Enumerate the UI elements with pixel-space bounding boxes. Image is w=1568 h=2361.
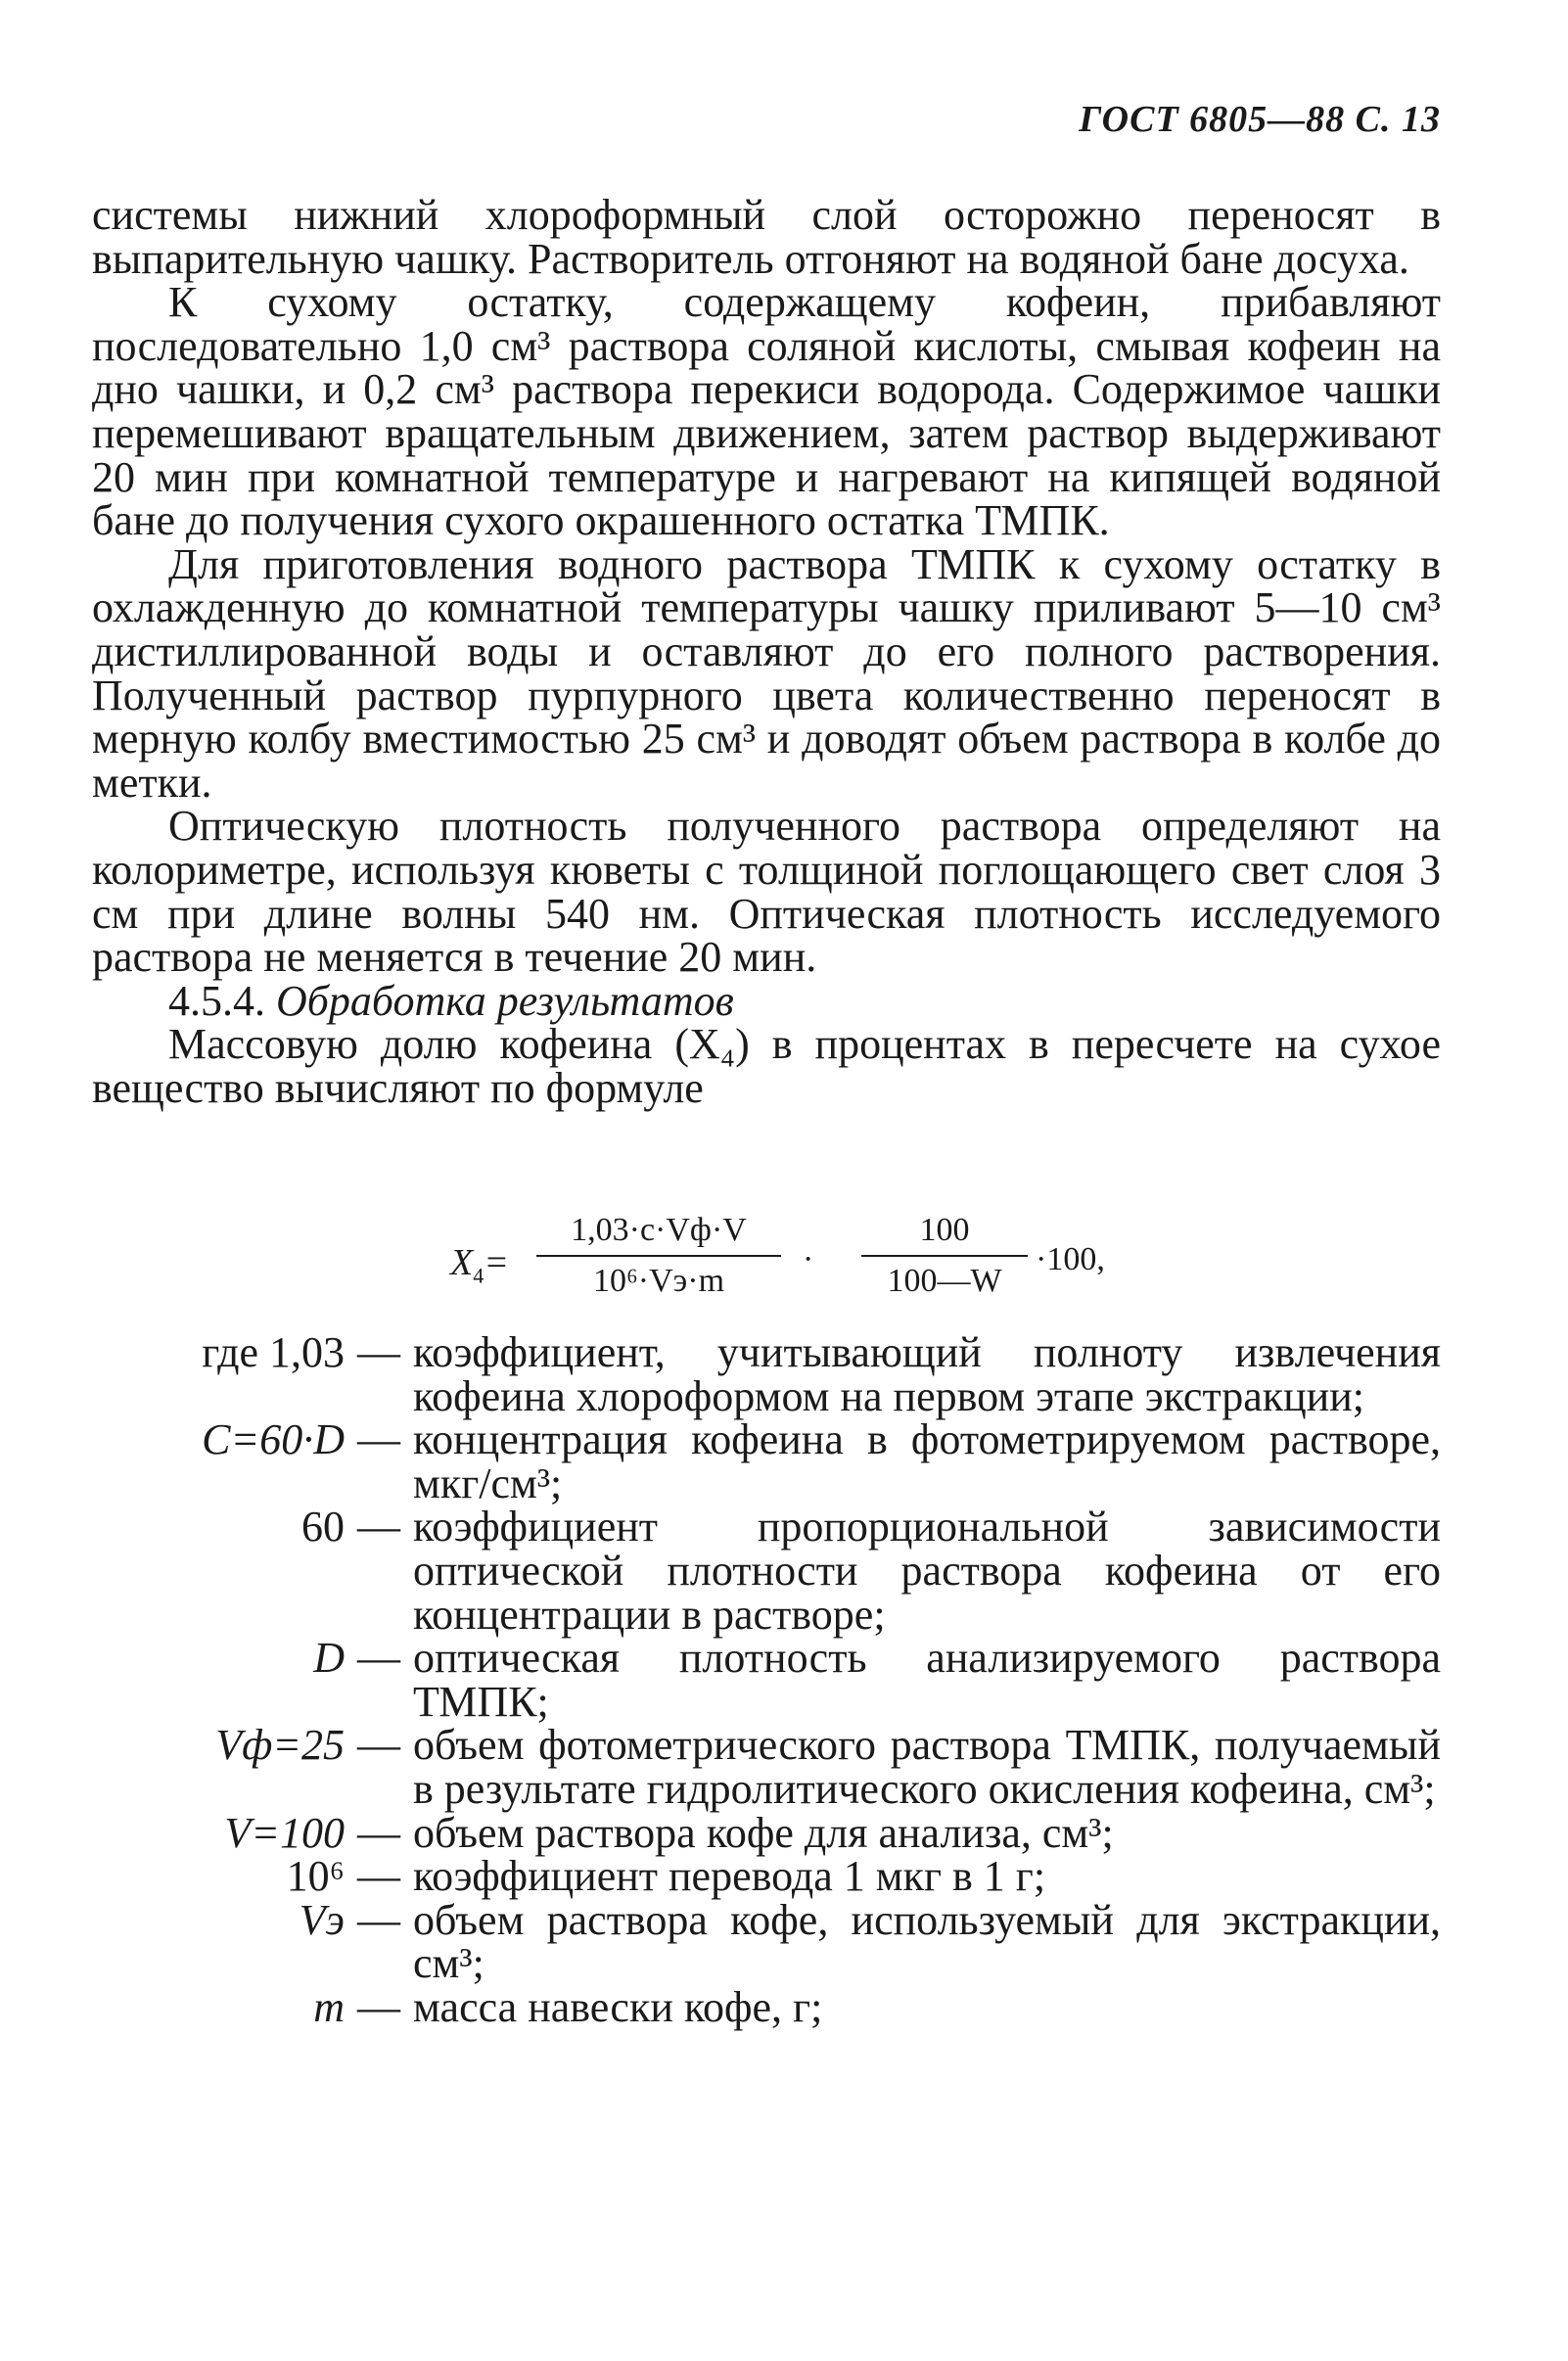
- definition-text: оптическая плотность анализируемого раствора ТМПК;: [413, 1634, 1441, 1726]
- section-title: Обработка результатов: [276, 976, 734, 1025]
- definition-text: коэффициент пропорциональной зависимости оптической плотности раствора кофеина от его концентрации в растворе;: [413, 1503, 1441, 1639]
- fraction-2-denominator: 100—W: [887, 1263, 1002, 1299]
- definition-row: [69, 1982, 1441, 2031]
- definition-dash: —: [357, 1634, 400, 1683]
- definition-symbol: C=60·D: [202, 1415, 345, 1464]
- paragraph-continuation: системы нижний хлороформный слой осторожно переносят в выпарительную чашку. Растворитель отгоняют на водяной бане досуха.: [92, 191, 1441, 283]
- definition-text: объем раствора кофе, используемый для экстракции, см³;: [413, 1895, 1441, 1988]
- definition-symbol: Vф=25: [215, 1721, 345, 1770]
- definition-symbol: D: [313, 1634, 345, 1683]
- formula-lhs: $X_4=$: [450, 1242, 509, 1288]
- definition-symbol: m: [313, 1982, 345, 2031]
- definition-text: коэффициент перевода 1 мкг в 1 г;: [413, 1852, 1046, 1901]
- definition-text: концентрация кофеина в фотометрируемом растворе, мкг/см³;: [413, 1415, 1441, 1507]
- definition-row: [69, 1415, 1441, 1507]
- definition-row: [69, 1505, 1441, 1637]
- paragraph: К сухому остатку, содержащему кофеин, прибавляют последовательно 1,0 см³ раствора соляной кислоты, смывая кофеин на дно чашки, и 0,2 см³ раствора перекиси водорода. Содержимое чашки перемешивают вращательным движением, затем раствор выдерживают 20 мин при комнатной температуре и нагревают на кипящей водяной бане до получения сухого окрашенного остатка ТМПК.: [92, 278, 1441, 545]
- definition-dash: —: [357, 1982, 400, 2031]
- definition-symbol: где 1,03: [202, 1328, 345, 1376]
- page-header: ГОСТ 6805—88 С. 13: [1079, 99, 1441, 140]
- definition-dash: —: [357, 1328, 400, 1376]
- body-text: [92, 191, 1441, 1112]
- definition-dash: —: [357, 1808, 400, 1857]
- formula-fraction-1: [536, 1212, 781, 1300]
- definition-row: [69, 1852, 1441, 1901]
- definition-text: масса навески кофе, г;: [413, 1982, 823, 2031]
- formula-multiply-dot: ·: [803, 1241, 814, 1277]
- definition-symbol: 10⁶: [286, 1852, 345, 1901]
- formula-tail: ·100,: [1036, 1241, 1105, 1277]
- definition-dash: —: [357, 1852, 400, 1901]
- paragraph: Оптическую плотность полученного раствора определяют на колориметре, используя кюветы с толщиной поглощающего свет слоя 3 см при длине волны 540 нм. Оптическая плотность исследуемого раствора не меняется в течение 20 мин.: [92, 802, 1441, 982]
- definition-dash: —: [357, 1895, 400, 1944]
- definition-list: [69, 1328, 1441, 2031]
- definition-row: [69, 1328, 1441, 1420]
- definition-row: [69, 1634, 1441, 1726]
- definition-dash: —: [357, 1415, 400, 1464]
- definition-text: объем фотометрического раствора ТМПК, получаемый в результате гидролитического окисления кофеина, см³;: [413, 1721, 1441, 1813]
- fraction-1-numerator: 1,03·c·Vф·V: [536, 1212, 781, 1257]
- definition-text: коэффициент, учитывающий полноту извлечения кофеина хлороформом на первом этапе экстракции;: [413, 1328, 1441, 1420]
- definition-symbol: Vэ: [299, 1895, 345, 1944]
- definition-symbol: V=100: [224, 1808, 345, 1857]
- paragraph: Для приготовления водного раствора ТМПК к сухому остатку в охлажденную до комнатной температуры чашку приливают 5—10 см³ дистиллированной воды и оставляют до его полного растворения. Полученный раствор пурпурного цвета количественно переносят в мерную колбу вместимостью 25 см³ и доводят объем раствора в колбе до метки.: [92, 539, 1441, 807]
- section-heading: [92, 976, 1441, 1025]
- definition-symbol: 60: [301, 1503, 345, 1551]
- fraction-1-denominator: 10⁶·Vэ·m: [592, 1263, 725, 1299]
- formula-intro: Массовую долю кофеина (X₄) в процентах в пересчете на сухое вещество вычисляют по формуле: [92, 1020, 1441, 1112]
- caffeine-formula: [450, 1212, 1194, 1319]
- definition-row: [69, 1808, 1441, 1857]
- definition-row: [69, 1721, 1441, 1813]
- fraction-2-numerator: 100: [861, 1212, 1028, 1257]
- definition-row: [69, 1895, 1441, 1988]
- definition-text: объем раствора кофе для анализа, см³;: [413, 1808, 1114, 1857]
- definition-dash: —: [357, 1721, 400, 1770]
- definition-dash: —: [357, 1503, 400, 1551]
- formula-fraction-2: [861, 1212, 1028, 1300]
- section-number: 4.5.4.: [168, 976, 265, 1025]
